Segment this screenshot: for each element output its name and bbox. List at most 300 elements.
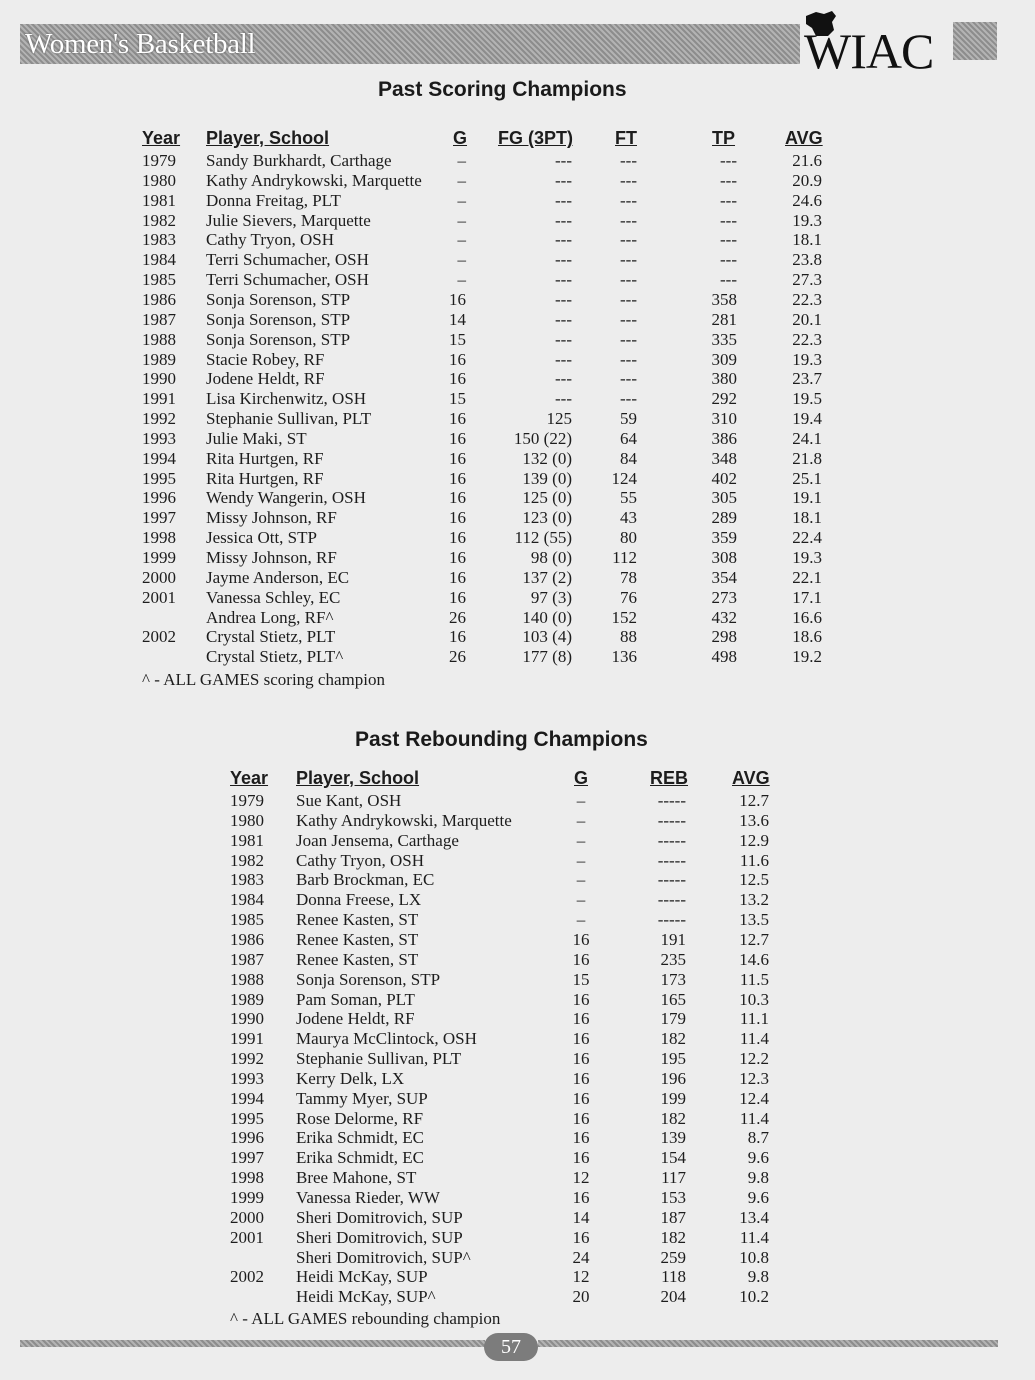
scoring-cell-player: Sonja Sorenson, STP [206, 309, 351, 329]
scoring-row [0, 211, 1035, 231]
logo-text: WIAC [804, 23, 934, 79]
scoring-cell-games: – [457, 250, 466, 270]
rebounding-row [0, 870, 1035, 890]
scoring-cell-fg: 177 (8) [522, 647, 572, 667]
rebounding-cell-player: Sheri Domitrovich, SUP^ [296, 1247, 471, 1267]
scoring-cell-year: 1992 [142, 409, 176, 429]
rebounding-cell-avg: 11.4 [739, 1108, 769, 1128]
scoring-cell-ft: 112 [612, 548, 637, 567]
rebounding-cell-avg: 12.5 [739, 870, 769, 890]
scoring-cell-fg: --- [555, 210, 572, 230]
scoring-cell-ft: --- [620, 349, 637, 369]
scoring-cell-year: 1999 [142, 548, 176, 567]
rebounding-cell-reb: ----- [657, 850, 686, 870]
footer-rule-left [20, 1340, 485, 1347]
rebounding-cell-player: Renee Kasten, ST [296, 929, 419, 949]
rebounding-cell-player: Bree Mahone, ST [296, 1168, 417, 1188]
rebounding-cell-year: 1986 [230, 929, 264, 949]
rebounding-cell-year: 1983 [230, 870, 264, 890]
scoring-cell-year: 1991 [142, 389, 176, 409]
scoring-cell-tp: --- [720, 210, 737, 230]
scoring-cell-player: Vanessa Schley, EC [206, 587, 341, 607]
scoring-cell-fg: --- [555, 289, 572, 309]
rebounding-row [0, 1069, 1035, 1089]
rebounding-cell-year: 1979 [230, 791, 264, 810]
rebounding-cell-avg: 14.6 [739, 949, 769, 969]
scoring-cell-ft: --- [620, 369, 637, 389]
rebounding-cell-games: 16 [572, 1049, 590, 1069]
scoring-cell-tp: --- [720, 270, 737, 290]
scoring-cell-ft: --- [620, 210, 637, 230]
scoring-cell-player: Jodene Heldt, RF [206, 369, 325, 389]
rebounding-cell-avg: 9.8 [747, 1267, 769, 1287]
rebounding-cell-year: 1996 [230, 1128, 264, 1148]
scoring-cell-year: 1995 [142, 468, 176, 488]
scoring-cell-year: 1985 [142, 270, 176, 290]
scoring-cell-games: 16 [449, 567, 466, 587]
scoring-cell-player: Missy Johnson, RF [206, 508, 337, 528]
scoring-cell-player: Julie Maki, ST [206, 428, 307, 448]
rebounding-cell-year: 1995 [230, 1108, 264, 1128]
rebounding-cell-player: Erika Schmidt, EC [296, 1128, 424, 1148]
scoring-row [0, 627, 1035, 647]
rebounding-header-3: REB [650, 768, 689, 788]
scoring-cell-ft: --- [620, 250, 637, 270]
rebounding-cell-reb: 117 [661, 1168, 686, 1188]
section-banner [20, 24, 800, 64]
scoring-cell-tp: 348 [711, 448, 737, 468]
scoring-cell-ft: 124 [611, 468, 637, 488]
rebounding-cell-player: Heidi McKay, SUP [296, 1267, 428, 1287]
rebounding-cell-avg: 13.2 [739, 890, 769, 910]
scoring-cell-games: 16 [449, 349, 466, 369]
scoring-cell-player: Terri Schumacher, OSH [206, 270, 369, 290]
scoring-row [0, 350, 1035, 370]
scoring-cell-tp: 305 [711, 488, 737, 508]
rebounding-cell-reb: 173 [660, 969, 686, 989]
rebounding-cell-avg: 8.7 [747, 1128, 769, 1148]
scoring-cell-avg: 22.4 [792, 528, 822, 548]
scoring-row [0, 568, 1035, 588]
scoring-row [0, 409, 1035, 429]
rebounding-cell-year: 1985 [230, 910, 264, 930]
rebounding-cell-games: 12 [572, 1168, 590, 1188]
scoring-cell-ft: 136 [611, 647, 637, 667]
rebounding-cell-year: 2000 [230, 1207, 264, 1227]
scoring-cell-ft: 76 [620, 587, 637, 607]
scoring-cell-games: 16 [449, 488, 466, 508]
scoring-cell-fg: 132 (0) [522, 448, 572, 468]
scoring-cell-year: 1998 [142, 528, 176, 548]
rebounding-cell-avg: 12.3 [739, 1068, 769, 1088]
scoring-cell-year: 2002 [142, 627, 176, 647]
rebounding-footnote: ^ - ALL GAMES rebounding champion [230, 1309, 501, 1328]
scoring-cell-tp: 380 [711, 369, 737, 389]
rebounding-row [0, 831, 1035, 851]
scoring-cell-fg: 137 (2) [522, 567, 572, 587]
scoring-row [0, 369, 1035, 389]
rebounding-cell-player: Vanessa Rieder, WW [296, 1188, 440, 1207]
rebounding-cell-reb: 182 [660, 1029, 686, 1049]
scoring-cell-tp: 308 [711, 548, 737, 567]
scoring-cell-fg: 97 (3) [530, 587, 572, 607]
scoring-cell-games: 26 [449, 647, 466, 667]
scoring-cell-year: 1982 [142, 210, 176, 230]
rebounding-row [0, 890, 1035, 910]
scoring-header-4: FT [615, 128, 637, 148]
scoring-header-5: TP [712, 128, 736, 148]
scoring-cell-ft: --- [620, 230, 637, 250]
rebounding-cell-player: Sue Kant, OSH [296, 791, 402, 810]
rebounding-row [0, 811, 1035, 831]
scoring-cell-fg: 125 (0) [522, 488, 572, 508]
scoring-cell-ft: 59 [620, 409, 637, 429]
rebounding-cell-player: Donna Freese, LX [296, 890, 422, 910]
scoring-cell-ft: --- [620, 389, 637, 409]
scoring-cell-tp: 402 [711, 468, 737, 488]
rebounding-header-0: Year [230, 768, 269, 788]
scoring-cell-fg: 103 (4) [522, 627, 572, 647]
rebounding-cell-player: Jodene Heldt, RF [296, 1009, 415, 1029]
rebounding-cell-year: 1991 [230, 1029, 264, 1049]
rebounding-cell-avg: 10.3 [739, 989, 769, 1009]
scoring-header-3: FG (3PT) [498, 128, 573, 148]
rebounding-cell-avg: 13.5 [739, 910, 769, 930]
rebounding-cell-player: Joan Jensema, Carthage [296, 830, 459, 850]
rebounding-cell-reb: 191 [660, 929, 686, 949]
rebounding-cell-games: 12 [572, 1267, 590, 1287]
scoring-cell-games: 16 [449, 289, 466, 309]
rebounding-cell-reb: 118 [661, 1267, 686, 1287]
scoring-cell-player: Jayme Anderson, EC [206, 567, 350, 587]
rebounding-cell-reb: ----- [657, 870, 686, 890]
scoring-header-1: Player, School [206, 128, 330, 148]
scoring-cell-year: 1986 [142, 289, 176, 309]
rebounding-cell-reb: ----- [657, 910, 686, 930]
scoring-cell-year: 1979 [142, 151, 176, 170]
rebounding-row [0, 851, 1035, 871]
scoring-footnote: ^ - ALL GAMES scoring champion [142, 670, 385, 689]
scoring-cell-tp: 432 [711, 607, 737, 627]
scoring-cell-avg: 19.3 [792, 548, 822, 567]
scoring-cell-tp: --- [720, 190, 737, 210]
rebounding-cell-games: 16 [572, 1108, 590, 1128]
wiac-logo [800, 6, 952, 79]
scoring-cell-ft: --- [620, 190, 637, 210]
scoring-cell-tp: 273 [711, 587, 737, 607]
scoring-cell-year: 2001 [142, 587, 176, 607]
scoring-row [0, 488, 1035, 508]
scoring-cell-fg: --- [555, 349, 572, 369]
scoring-cell-player: Stephanie Sullivan, PLT [206, 409, 372, 429]
scoring-cell-games: 16 [449, 428, 466, 448]
rebounding-row [0, 1287, 1035, 1307]
scoring-cell-tp: 298 [711, 627, 737, 647]
rebounding-cell-reb: 139 [660, 1128, 686, 1148]
rebounding-cell-player: Renee Kasten, ST [296, 910, 419, 930]
scoring-row [0, 290, 1035, 310]
rebounding-row [0, 910, 1035, 930]
scoring-cell-tp: --- [720, 170, 737, 190]
scoring-cell-avg: 20.1 [792, 309, 822, 329]
scoring-cell-year: 1983 [142, 230, 176, 250]
rebounding-cell-reb: 182 [660, 1108, 686, 1128]
scoring-cell-year: 1994 [142, 448, 176, 468]
scoring-cell-year: 2000 [142, 567, 176, 587]
rebounding-cell-year: 1989 [230, 989, 264, 1009]
rebounding-cell-avg: 11.1 [739, 1009, 769, 1029]
scoring-cell-fg: 112 (55) [514, 528, 572, 548]
rebounding-cell-player: Erika Schmidt, EC [296, 1148, 424, 1168]
rebounding-row [0, 990, 1035, 1010]
scoring-cell-games: 16 [449, 508, 466, 528]
scoring-cell-games: 16 [449, 448, 466, 468]
rebounding-cell-avg: 10.2 [739, 1287, 769, 1307]
page-number: 57 [484, 1333, 538, 1361]
rebounding-cell-avg: 13.6 [739, 810, 769, 830]
section-title: Women's Basketball [25, 28, 256, 60]
scoring-row [0, 508, 1035, 528]
rebounding-cell-year: 2002 [230, 1267, 264, 1287]
rebounding-header-2: G [574, 768, 589, 788]
rebounding-cell-year: 1993 [230, 1068, 264, 1088]
rebounding-cell-year: 1992 [230, 1049, 264, 1069]
rebounding-cell-player: Kerry Delk, LX [296, 1068, 405, 1088]
rebounding-cell-reb: 179 [660, 1009, 686, 1029]
rebounding-cell-games: – [576, 850, 586, 870]
rebounding-cell-avg: 11.6 [739, 850, 769, 870]
rebounding-cell-games: 20 [572, 1287, 590, 1307]
rebounding-cell-games: 16 [572, 989, 590, 1009]
rebounding-cell-games: 16 [572, 1009, 590, 1029]
scoring-cell-ft: 43 [620, 508, 637, 528]
rebounding-row [0, 950, 1035, 970]
scoring-cell-ft: --- [620, 329, 637, 349]
rebounding-cell-player: Rose Delorme, RF [296, 1108, 424, 1128]
scoring-cell-ft: --- [620, 170, 637, 190]
rebounding-cell-games: 16 [572, 1188, 590, 1207]
scoring-cell-player: Stacie Robey, RF [206, 349, 325, 369]
rebounding-cell-avg: 10.8 [739, 1247, 769, 1267]
scoring-cell-games: 26 [449, 607, 466, 627]
scoring-cell-year: 1990 [142, 369, 176, 389]
scoring-header-0: Year [142, 128, 181, 148]
scoring-cell-ft: 88 [620, 627, 637, 647]
scoring-row [0, 449, 1035, 469]
scoring-cell-fg: 140 (0) [522, 607, 572, 627]
rebounding-cell-avg: 11.4 [739, 1029, 769, 1049]
scoring-cell-player: Rita Hurtgen, RF [206, 468, 324, 488]
scoring-cell-avg: 19.3 [792, 210, 822, 230]
rebounding-cell-avg: 9.6 [747, 1188, 769, 1207]
scoring-cell-player: Rita Hurtgen, RF [206, 448, 324, 468]
rebounding-cell-reb: 259 [660, 1247, 686, 1267]
scoring-row [0, 429, 1035, 449]
rebounding-cell-player: Renee Kasten, ST [296, 949, 419, 969]
scoring-cell-player: Julie Sievers, Marquette [206, 210, 371, 230]
scoring-cell-games: – [457, 170, 466, 190]
rebounding-cell-reb: ----- [657, 830, 686, 850]
scoring-cell-avg: 20.9 [792, 170, 822, 190]
rebounding-row [0, 1109, 1035, 1129]
scoring-cell-avg: 19.2 [792, 647, 822, 667]
rebounding-row [0, 970, 1035, 990]
scoring-cell-games: – [457, 210, 466, 230]
scoring-cell-avg: 18.1 [792, 508, 822, 528]
scoring-cell-avg: 19.5 [792, 389, 822, 409]
rebounding-cell-games: 16 [572, 1128, 590, 1148]
rebounding-cell-reb: 204 [660, 1287, 686, 1307]
rebounding-cell-reb: 235 [660, 949, 686, 969]
scoring-cell-fg: --- [555, 329, 572, 349]
rebounding-row [0, 1228, 1035, 1248]
scoring-cell-games: 16 [449, 587, 466, 607]
scoring-cell-avg: 18.6 [792, 627, 822, 647]
scoring-cell-year: 1988 [142, 329, 176, 349]
rebounding-cell-reb: 187 [660, 1207, 686, 1227]
scoring-cell-ft: 55 [620, 488, 637, 508]
scoring-cell-ft: --- [620, 151, 637, 170]
scoring-cell-fg: 123 (0) [522, 508, 572, 528]
rebounding-cell-games: – [576, 870, 586, 890]
rebounding-row [0, 1267, 1035, 1287]
rebounding-cell-year: 1990 [230, 1009, 264, 1029]
scoring-cell-avg: 22.3 [792, 289, 822, 309]
scoring-cell-avg: 21.6 [792, 151, 822, 170]
scoring-cell-year: 1993 [142, 428, 176, 448]
scoring-title: Past Scoring Champions [378, 78, 627, 101]
rebounding-cell-year: 1987 [230, 949, 264, 969]
scoring-cell-avg: 23.7 [792, 369, 822, 389]
rebounding-cell-year: 2001 [230, 1227, 264, 1247]
scoring-cell-tp: 358 [711, 289, 737, 309]
scoring-cell-player: Terri Schumacher, OSH [206, 250, 369, 270]
rebounding-cell-games: – [576, 791, 586, 810]
scoring-cell-year: 1984 [142, 250, 176, 270]
rebounding-cell-year: 1999 [230, 1188, 264, 1207]
scoring-cell-tp: --- [720, 230, 737, 250]
rebounding-row [0, 1029, 1035, 1049]
scoring-cell-games: – [457, 230, 466, 250]
scoring-cell-tp: 359 [711, 528, 737, 548]
scoring-cell-fg: 139 (0) [522, 468, 572, 488]
rebounding-cell-player: Kathy Andrykowski, Marquette [296, 810, 512, 830]
scoring-row [0, 151, 1035, 171]
scoring-cell-ft: 80 [620, 528, 637, 548]
scoring-row [0, 528, 1035, 548]
scoring-cell-fg: 98 (0) [530, 548, 572, 567]
rebounding-cell-reb: 199 [660, 1088, 686, 1108]
scoring-cell-games: 15 [449, 389, 466, 409]
rebounding-cell-player: Sonja Sorenson, STP [296, 969, 441, 989]
rebounding-row [0, 1009, 1035, 1029]
scoring-cell-player: Donna Freitag, PLT [206, 190, 341, 210]
scoring-cell-ft: --- [620, 289, 637, 309]
scoring-row [0, 588, 1035, 608]
scoring-cell-player: Andrea Long, RF^ [206, 607, 334, 627]
scoring-cell-year: 1981 [142, 190, 176, 210]
scoring-row [0, 250, 1035, 270]
scoring-cell-avg: 16.6 [792, 607, 822, 627]
scoring-cell-fg: --- [555, 270, 572, 290]
scoring-cell-avg: 22.3 [792, 329, 822, 349]
rebounding-cell-games: – [576, 810, 586, 830]
scoring-cell-avg: 24.1 [792, 428, 822, 448]
rebounding-cell-games: 16 [572, 929, 590, 949]
rebounding-cell-games: – [576, 890, 586, 910]
scoring-cell-player: Missy Johnson, RF [206, 548, 337, 567]
rebounding-cell-reb: 182 [660, 1227, 686, 1247]
scoring-cell-fg: 150 (22) [513, 428, 572, 448]
rebounding-cell-games: – [576, 830, 586, 850]
rebounding-cell-player: Cathy Tryon, OSH [296, 850, 425, 870]
scoring-cell-ft: 152 [611, 607, 637, 627]
rebounding-cell-player: Sheri Domitrovich, SUP [296, 1207, 463, 1227]
scoring-row [0, 608, 1035, 628]
scoring-header-2: G [453, 128, 468, 148]
scoring-cell-tp: 354 [711, 567, 737, 587]
scoring-cell-avg: 24.6 [792, 190, 822, 210]
scoring-cell-tp: 498 [711, 647, 737, 667]
rebounding-cell-player: Pam Soman, PLT [296, 989, 415, 1009]
rebounding-cell-games: 16 [572, 949, 590, 969]
scoring-cell-ft: 64 [620, 428, 637, 448]
rebounding-cell-games: – [576, 910, 586, 930]
rebounding-cell-year: 1997 [230, 1148, 264, 1168]
scoring-cell-fg: 125 [546, 409, 572, 429]
scoring-cell-avg: 19.3 [792, 349, 822, 369]
rebounding-cell-avg: 12.7 [739, 929, 769, 949]
rebounding-cell-games: 24 [572, 1247, 590, 1267]
scoring-cell-player: Sonja Sorenson, STP [206, 289, 351, 309]
scoring-cell-avg: 22.1 [792, 567, 822, 587]
scoring-row [0, 330, 1035, 350]
scoring-cell-avg: 21.8 [792, 448, 822, 468]
rebounding-cell-reb: 154 [660, 1148, 686, 1168]
scoring-cell-fg: --- [555, 151, 572, 170]
scoring-cell-games: – [457, 151, 466, 170]
rebounding-cell-player: Heidi McKay, SUP^ [296, 1287, 436, 1307]
rebounding-header-4: AVG [732, 768, 770, 788]
rebounding-cell-avg: 11.5 [739, 969, 769, 989]
scoring-cell-fg: --- [555, 230, 572, 250]
footer-rule-right [538, 1340, 998, 1347]
scoring-cell-games: 16 [449, 627, 466, 647]
rebounding-cell-avg: 13.4 [739, 1207, 769, 1227]
rebounding-cell-player: Barb Brockman, EC [296, 870, 435, 890]
rebounding-cell-player: Sheri Domitrovich, SUP [296, 1227, 463, 1247]
rebounding-cell-avg: 12.7 [739, 791, 769, 810]
scoring-cell-year: 1987 [142, 309, 176, 329]
scoring-cell-year: 1996 [142, 488, 176, 508]
scoring-row [0, 171, 1035, 191]
rebounding-cell-year: 1982 [230, 850, 264, 870]
rebounding-row [0, 1049, 1035, 1069]
scoring-cell-ft: 78 [620, 567, 637, 587]
rebounding-cell-player: Maurya McClintock, OSH [296, 1029, 477, 1049]
scoring-header-6: AVG [785, 128, 823, 148]
scoring-cell-fg: --- [555, 389, 572, 409]
scoring-cell-tp: 281 [711, 309, 737, 329]
scoring-row [0, 548, 1035, 568]
scoring-cell-player: Lisa Kirchenwitz, OSH [206, 389, 367, 409]
rebounding-row [0, 1168, 1035, 1188]
scoring-cell-games: – [457, 190, 466, 210]
scoring-row [0, 191, 1035, 211]
rebounding-cell-games: 15 [572, 969, 590, 989]
rebounding-row [0, 791, 1035, 811]
rebounding-title: Past Rebounding Champions [355, 728, 648, 751]
